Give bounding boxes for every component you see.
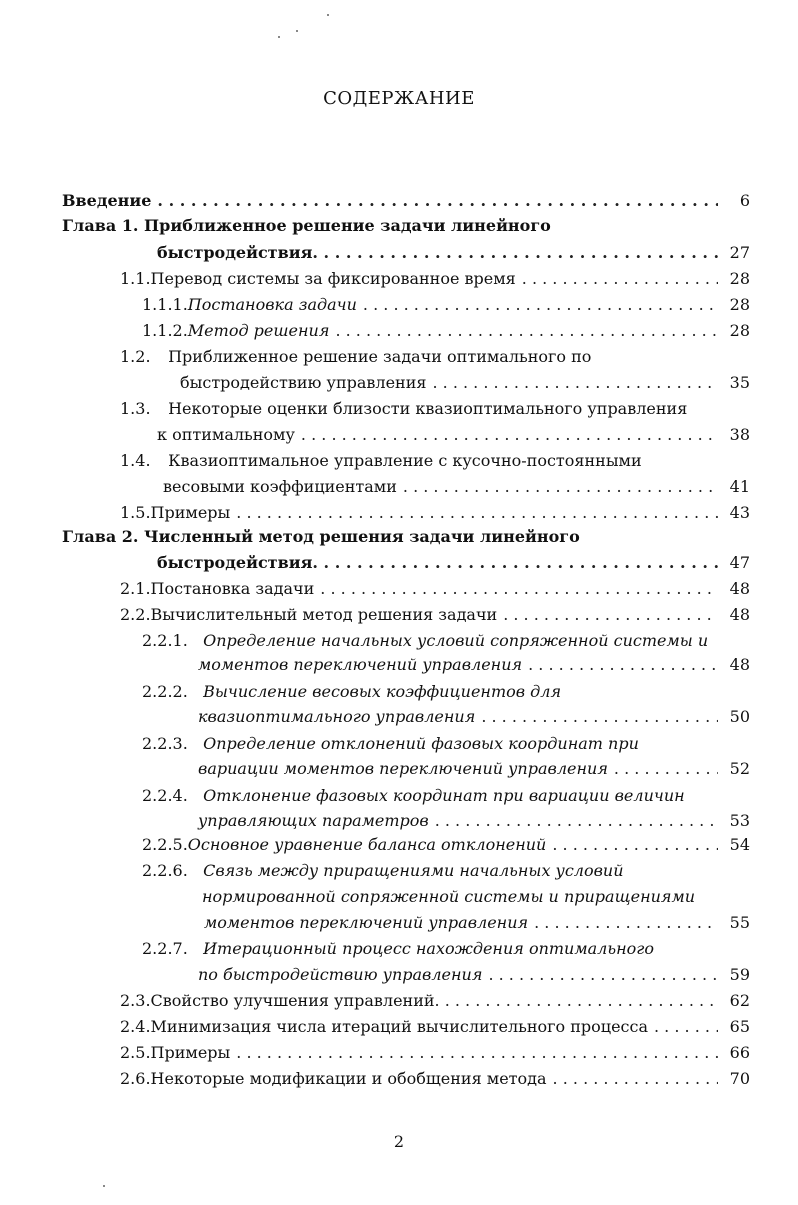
toc-entry-number: 2.2.6. (142, 861, 188, 880)
toc-entry-page: 47 (729, 553, 750, 572)
toc-entry-2-2-2-cont (198, 704, 750, 730)
toc-entry-title: Определение начальных условий сопряженной системы и (203, 631, 709, 650)
toc-entry-2-2-6-heading (142, 858, 624, 884)
toc-entry-title: Примеры (150, 503, 231, 522)
toc-entry-page: 55 (729, 913, 750, 932)
toc-entry-number: 1.3. (120, 399, 151, 418)
toc-chapter-2-heading (62, 524, 580, 550)
toc-entry-1-1-2 (142, 318, 750, 344)
toc-entry-page: 38 (729, 425, 750, 444)
toc-entry-number: 2.2.3. (142, 734, 188, 753)
toc-entry-title: Постановка задачи (150, 579, 315, 598)
leader-dots (432, 370, 718, 396)
toc-entry-title-cont: быстродействию управления (180, 373, 427, 392)
toc-entry-1-1-1 (142, 292, 750, 318)
toc-entry-2-2-4-cont (198, 808, 750, 834)
toc-entry-title: Свойство улучшения управлений (150, 991, 435, 1010)
leader-dots (403, 474, 718, 500)
toc-entry-page: 28 (729, 295, 750, 314)
toc-entry-1-3-cont (157, 422, 750, 448)
toc-entry-number: 2.4. (120, 1017, 151, 1036)
toc-entry-title: Основное уравнение баланса отклонений (187, 835, 547, 854)
toc-entry-2-2-2-heading (142, 679, 561, 705)
toc-entry-number: 2.1. (120, 579, 151, 598)
toc-entry-number: 2.2.1. (142, 631, 188, 650)
toc-entry-page: 28 (729, 321, 750, 340)
toc-entry-page: 52 (729, 759, 750, 778)
scan-speck (296, 30, 298, 32)
toc-entry-title-cont: быстродействия (157, 243, 313, 262)
toc-entry-title: Приближенное решение задачи линейного (144, 216, 551, 235)
toc-entry-number: 2.2.4. (142, 786, 188, 805)
toc-entry-1-5 (120, 500, 750, 526)
toc-entry-2-2-6-cont-2 (204, 910, 750, 936)
toc-entry-page: 50 (729, 707, 750, 726)
toc-entry-title: Метод решения (187, 321, 330, 340)
toc-entry-2-2-6-cont-1 (202, 884, 695, 910)
toc-entry-title: Некоторые оценки близости квазиоптимального управления (168, 399, 688, 418)
toc-entry-number: 1.1. (120, 269, 151, 288)
toc-entry-2-2-3-cont (198, 756, 750, 782)
leader-dots (301, 422, 718, 448)
toc-entry-page: 48 (729, 655, 750, 674)
toc-entry-1-2-cont (180, 370, 750, 396)
leader-dots (488, 962, 718, 988)
leader-dots (312, 240, 718, 266)
toc-entry-2-2-7-heading (142, 936, 654, 962)
toc-entry-number: 1.1.1. (142, 295, 188, 314)
toc-entry-title: Численный метод решения задачи линейного (144, 527, 580, 546)
toc-entry-page: 48 (729, 605, 750, 624)
toc-entry-number: Глава 2. (62, 527, 139, 546)
toc-entry-page: 66 (729, 1043, 750, 1062)
leader-dots (552, 832, 718, 858)
leader-dots (363, 292, 718, 318)
toc-chapter-1-heading (62, 213, 551, 239)
toc-entry-title: Примеры (150, 1043, 231, 1062)
leader-dots (614, 756, 718, 782)
leader-dots (157, 188, 718, 214)
toc-entry-title-cont: к оптимальному (157, 425, 295, 444)
toc-entry-1-4-cont (163, 474, 750, 500)
leader-dots (481, 704, 718, 730)
toc-entry-page: 6 (739, 191, 750, 210)
toc-entry-2-2-1-cont (198, 652, 750, 678)
toc-entry-title: Итерационный процесс нахождения оптимального (203, 939, 654, 958)
toc-entry-title-cont: быстродействия (157, 553, 313, 572)
leader-dots (236, 500, 718, 526)
leader-dots (553, 1066, 718, 1092)
toc-entry-2-2-3-heading (142, 731, 639, 757)
toc-entry-1-4-heading (120, 448, 642, 474)
leader-dots (654, 1014, 718, 1040)
toc-entry-title-cont: по быстродействию управления (198, 965, 483, 984)
toc-entry-introduction (62, 188, 750, 214)
toc-entry-number: 2.2.7. (142, 939, 188, 958)
toc-entry-title-cont: управляющих параметров (198, 811, 429, 830)
toc-entry-number: 2.6. (120, 1069, 151, 1088)
toc-entry-page: 43 (729, 503, 750, 522)
leader-dots (320, 576, 718, 602)
toc-entry-page: 62 (729, 991, 750, 1010)
toc-entry-1-3-heading (120, 396, 687, 422)
toc-entry-page: 27 (729, 243, 750, 262)
toc-entry-title-cont: нормированной сопряженной системы и приращениями (202, 887, 696, 906)
toc-entry-number: 2.2.5. (142, 835, 188, 854)
leader-dots (236, 1040, 718, 1066)
toc-entry-title: Определение отклонений фазовых координат при (203, 734, 639, 753)
leader-dots (522, 266, 718, 292)
toc-chapter-2-cont (157, 550, 750, 576)
toc-entry-title: Связь между приращениями начальных условий (203, 861, 624, 880)
toc-entry-2-6 (120, 1066, 750, 1092)
toc-entry-1-2-heading (120, 344, 591, 370)
leader-dots (534, 910, 718, 936)
toc-entry-2-2-5 (142, 832, 750, 858)
leader-dots (503, 602, 718, 628)
leader-dots (528, 652, 718, 678)
toc-entry-number: 2.2.2. (142, 682, 188, 701)
scan-speck (278, 36, 280, 38)
toc-entry-2-2-4-heading (142, 783, 685, 809)
toc-entry-title: Постановка задачи (187, 295, 357, 314)
page-title: СОДЕРЖАНИЕ (323, 88, 475, 109)
toc-entry-title-cont: вариации моментов переключений управления (198, 759, 608, 778)
toc-entry-title-cont: квазиоптимального управления (198, 707, 476, 726)
toc-entry-title: Перевод системы за фиксированное время (150, 269, 516, 288)
toc-entry-number: 1.5. (120, 503, 151, 522)
toc-entry-page: 35 (729, 373, 750, 392)
toc-entry-number: 1.2. (120, 347, 151, 366)
toc-entry-title: Отклонение фазовых координат при вариации величин (203, 786, 685, 805)
toc-entry-title: Вычисление весовых коэффициентов для (203, 682, 562, 701)
toc-entry-2-1 (120, 576, 750, 602)
toc-entry-1-1 (120, 266, 750, 292)
toc-entry-number: Глава 1. (62, 216, 139, 235)
toc-entry-number: 2.2. (120, 605, 151, 624)
toc-entry-2-5 (120, 1040, 750, 1066)
toc-entry-title: Приближенное решение задачи оптимального по (168, 347, 592, 366)
toc-entry-page: 54 (729, 835, 750, 854)
page-number: 2 (393, 1132, 405, 1151)
leader-dots (435, 988, 718, 1014)
toc-entry-title-cont: моментов переключений управления (198, 655, 523, 674)
toc-entry-page: 48 (729, 579, 750, 598)
scan-speck (327, 14, 329, 16)
toc-entry-title: Введение (62, 191, 152, 210)
toc-entry-2-2-7-cont (198, 962, 750, 988)
toc-entry-title-cont: весовыми коэффициентами (163, 477, 397, 496)
toc-entry-number: 1.1.2. (142, 321, 188, 340)
toc-entry-number: 2.3. (120, 991, 151, 1010)
toc-entry-title: Вычислительный метод решения задачи (150, 605, 498, 624)
toc-entry-title-cont: моментов переключений управления (204, 913, 529, 932)
leader-dots (435, 808, 718, 834)
toc-entry-2-3 (120, 988, 750, 1014)
toc-entry-number: 2.5. (120, 1043, 151, 1062)
toc-entry-page: 70 (729, 1069, 750, 1088)
toc-entry-page: 28 (729, 269, 750, 288)
toc-entry-2-2 (120, 602, 750, 628)
leader-dots (335, 318, 718, 344)
toc-entry-page: 65 (729, 1017, 750, 1036)
toc-entry-number: 1.4. (120, 451, 151, 470)
toc-entry-title: Минимизация числа итераций вычислительного процесса (150, 1017, 648, 1036)
toc-entry-page: 53 (729, 811, 750, 830)
toc-entry-page: 41 (729, 477, 750, 496)
scan-speck (103, 1185, 105, 1187)
toc-entry-2-4 (120, 1014, 750, 1040)
toc-chapter-1-cont (157, 240, 750, 266)
leader-dots (312, 550, 718, 576)
toc-entry-2-2-1-heading (142, 628, 708, 654)
toc-entry-page: 59 (729, 965, 750, 984)
toc-entry-title: Некоторые модификации и обобщения метода (150, 1069, 547, 1088)
toc-entry-title: Квазиоптимальное управление с кусочно-постоянными (168, 451, 642, 470)
